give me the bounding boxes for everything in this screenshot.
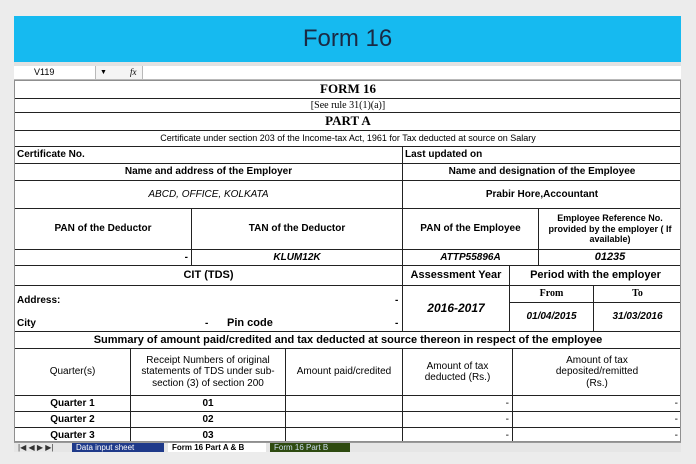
to-value[interactable]: 31/03/2016 bbox=[594, 303, 681, 332]
name-box[interactable]: V119 bbox=[14, 66, 96, 79]
form-part[interactable]: PART A bbox=[15, 113, 681, 131]
table-row-receipt[interactable]: 01 bbox=[131, 396, 286, 412]
tab-data-input-sheet[interactable]: Data input sheet bbox=[72, 443, 164, 452]
sheet-tabs-bar bbox=[14, 442, 681, 452]
banner bbox=[14, 16, 681, 62]
emp-ref-value[interactable]: 01235 bbox=[539, 250, 681, 266]
table-row-quarter[interactable]: Quarter 2 bbox=[15, 412, 131, 428]
formula-input[interactable] bbox=[142, 66, 681, 79]
header-paid[interactable]: Amount paid/credited bbox=[286, 349, 403, 396]
tab-form16-part-a-b[interactable]: Form 16 Part A & B bbox=[168, 443, 266, 452]
assessment-year-value[interactable]: 2016-2017 bbox=[403, 286, 510, 332]
header-deposited[interactable]: Amount of tax deposited/remitted (Rs.) bbox=[513, 349, 681, 396]
spreadsheet bbox=[14, 80, 681, 442]
pan-deductor-value[interactable]: - bbox=[15, 250, 192, 266]
table-row-paid[interactable] bbox=[286, 396, 403, 412]
period-label[interactable]: Period with the employer bbox=[510, 266, 681, 286]
table-row-receipt[interactable]: 02 bbox=[131, 412, 286, 428]
from-value[interactable]: 01/04/2015 bbox=[510, 303, 594, 332]
pin-value: - bbox=[395, 318, 399, 329]
function-icon[interactable]: fx bbox=[130, 67, 137, 77]
summary-title[interactable]: Summary of amount paid/credited and tax deducted at source thereon in respect of the employee bbox=[15, 332, 681, 349]
table-row-paid[interactable] bbox=[286, 428, 403, 442]
tab-form16-part-b[interactable]: Form 16 Part B bbox=[270, 443, 350, 452]
employer-name[interactable]: ABCD, OFFICE, KOLKATA bbox=[15, 181, 403, 209]
pin-label: Pin code bbox=[227, 317, 273, 329]
address-value: - bbox=[395, 295, 399, 306]
form-rule[interactable]: [See rule 31(1)(a)] bbox=[15, 99, 681, 113]
table-row-deducted[interactable]: - bbox=[403, 428, 513, 442]
header-receipt[interactable]: Receipt Numbers of original statements of TDS under sub-section (3) of section 200 bbox=[131, 349, 286, 396]
chevron-down-icon[interactable]: ▼ bbox=[100, 69, 107, 76]
sheet-nav-arrows-icon[interactable]: |◀ ◀ ▶ ▶| bbox=[18, 443, 54, 452]
to-label[interactable]: To bbox=[594, 286, 681, 303]
certificate-no-label[interactable]: Certificate No. bbox=[15, 147, 403, 164]
tan-deductor-label[interactable]: TAN of the Deductor bbox=[192, 209, 403, 250]
table-row-receipt[interactable]: 03 bbox=[131, 428, 286, 442]
employee-name[interactable]: Prabir Hore,Accountant bbox=[403, 181, 681, 209]
header-deducted[interactable]: Amount of tax deducted (Rs.) bbox=[403, 349, 513, 396]
employer-header[interactable]: Name and address of the Employer bbox=[15, 164, 403, 181]
header-quarter[interactable]: Quarter(s) bbox=[15, 349, 131, 396]
certificate-text[interactable]: Certificate under section 203 of the Income-tax Act, 1961 for Tax deducted at source on Salary bbox=[15, 131, 681, 147]
pan-deductor-label[interactable]: PAN of the Deductor bbox=[15, 209, 192, 250]
table-row-paid[interactable] bbox=[286, 412, 403, 428]
banner-title: Form 16 bbox=[302, 25, 393, 52]
pan-employee-value[interactable]: ATTP55896A bbox=[403, 250, 539, 266]
formula-bar bbox=[14, 66, 681, 80]
form-title[interactable]: FORM 16 bbox=[15, 81, 681, 99]
cit-address-cell[interactable] bbox=[15, 286, 403, 332]
emp-ref-label[interactable]: Employee Reference No. provided by the employer ( If available) bbox=[539, 209, 681, 250]
city-label: City bbox=[17, 318, 36, 329]
table-row-deducted[interactable]: - bbox=[403, 412, 513, 428]
employee-header[interactable]: Name and designation of the Employee bbox=[403, 164, 681, 181]
table-row-deposited[interactable]: - bbox=[513, 428, 681, 442]
address-label: Address: bbox=[17, 295, 61, 306]
table-row-deducted[interactable]: - bbox=[403, 396, 513, 412]
city-value: - bbox=[205, 318, 209, 329]
cit-label[interactable]: CIT (TDS) bbox=[15, 266, 403, 286]
table-row-quarter[interactable]: Quarter 1 bbox=[15, 396, 131, 412]
assessment-year-label[interactable]: Assessment Year bbox=[403, 266, 510, 286]
pan-employee-label[interactable]: PAN of the Employee bbox=[403, 209, 539, 250]
table-row-deposited[interactable]: - bbox=[513, 396, 681, 412]
tan-deductor-value[interactable]: KLUM12K bbox=[192, 250, 403, 266]
table-row-quarter[interactable]: Quarter 3 bbox=[15, 428, 131, 442]
from-label[interactable]: From bbox=[510, 286, 594, 303]
last-updated-label[interactable]: Last updated on bbox=[403, 147, 681, 164]
table-row-deposited[interactable]: - bbox=[513, 412, 681, 428]
